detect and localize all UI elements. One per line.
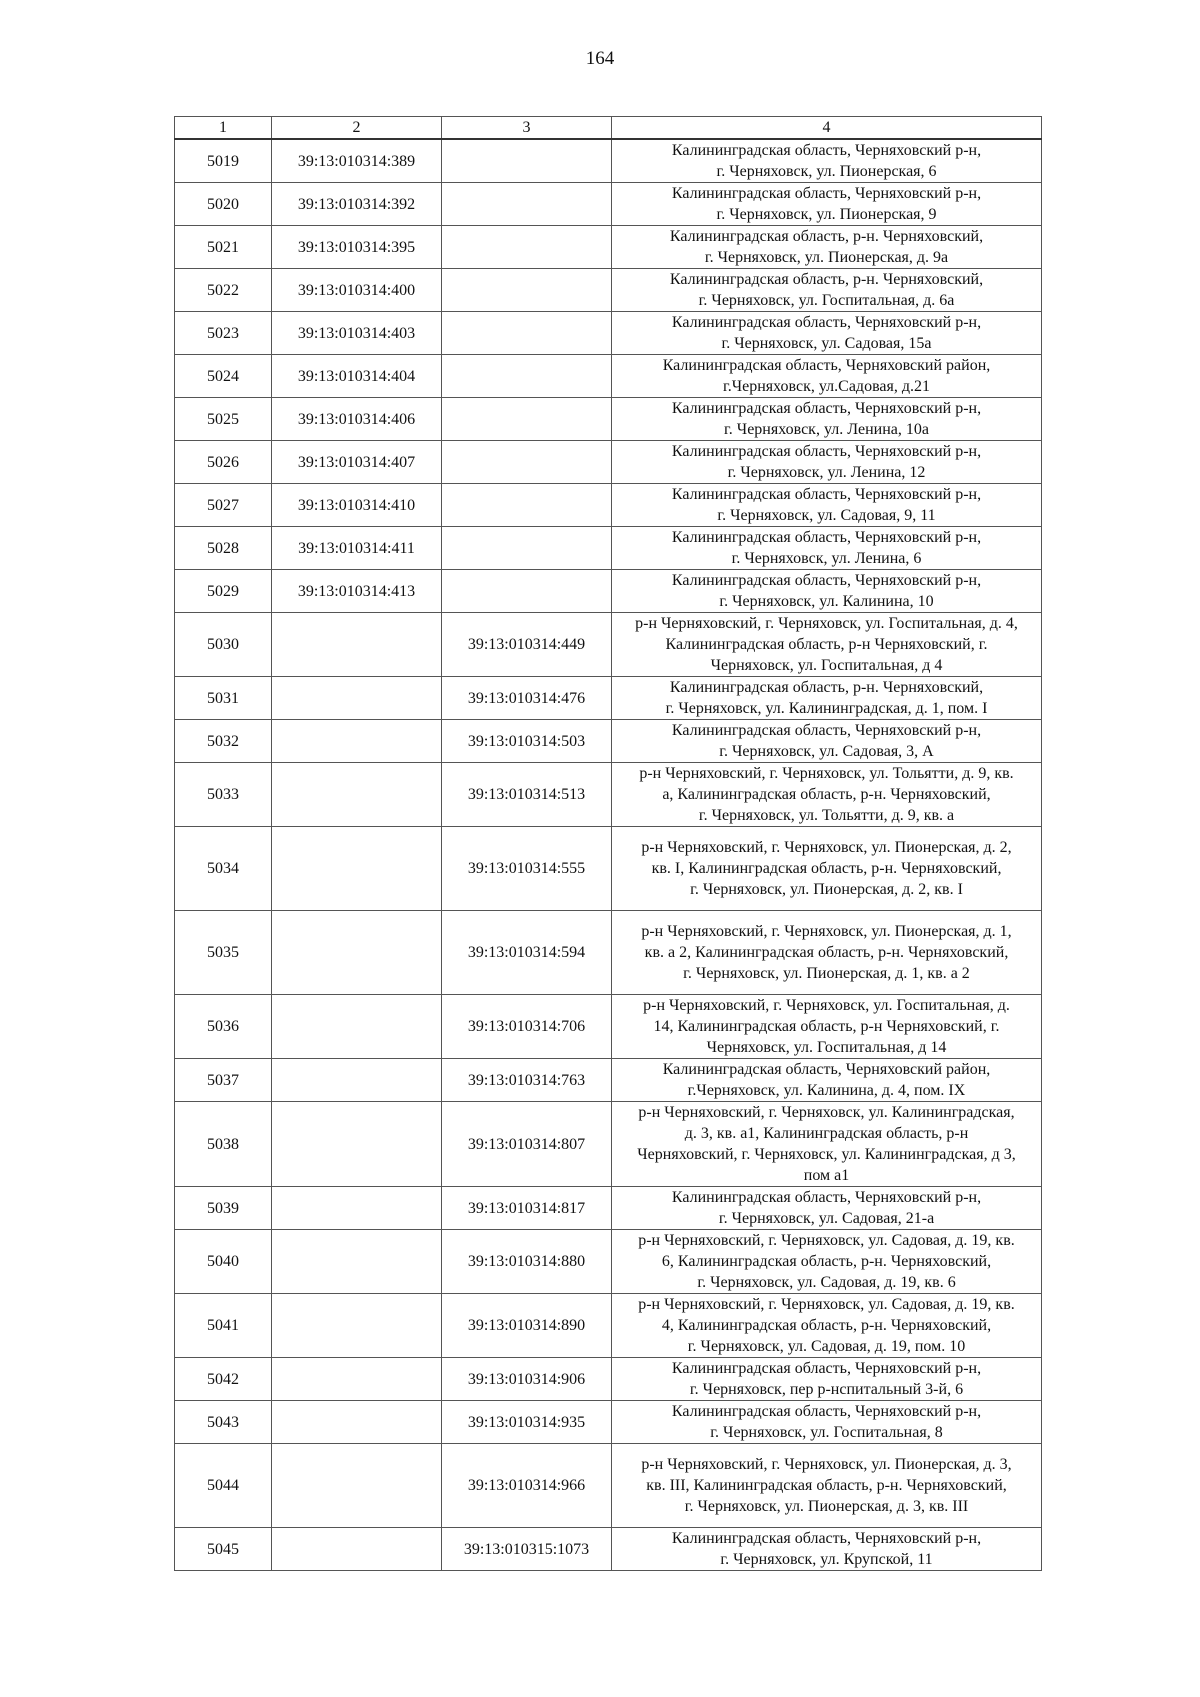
land-cadastral-number: 39:13:010314:400 (272, 269, 442, 312)
table-row (175, 677, 1042, 720)
object-cadastral-number (442, 226, 612, 269)
row-number: 5041 (175, 1294, 272, 1358)
row-number: 5019 (175, 139, 272, 183)
object-cadastral-number (442, 139, 612, 183)
object-cadastral-number: 39:13:010314:476 (442, 677, 612, 720)
address: Калининградская область, р-н. Черняховский, г. Черняховск, ул. Калининградская, д. 1, пом. I (612, 677, 1042, 720)
object-cadastral-number: 39:13:010314:966 (442, 1444, 612, 1528)
row-number: 5035 (175, 911, 272, 995)
address: Калининградская область, Черняховский р-н, г. Черняховск, ул. Калинина, 10 (612, 570, 1042, 613)
address: р-н Черняховский, г. Черняховск, ул. Пионерская, д. 1, кв. а 2, Калининградская область, р-н. Черняховский, г. Черняховск, ул. Пионерская, д. 1, кв. а 2 (612, 911, 1042, 995)
address: р-н Черняховский, г. Черняховск, ул. Садовая, д. 19, кв. 6, Калининградская область, р-н. Черняховский, г. Черняховск, ул. Садовая, д. 19, кв. 6 (612, 1230, 1042, 1294)
row-number: 5033 (175, 763, 272, 827)
table-row (175, 527, 1042, 570)
row-number: 5036 (175, 995, 272, 1059)
land-cadastral-number (272, 1358, 442, 1401)
land-cadastral-number: 39:13:010314:403 (272, 312, 442, 355)
header-row (175, 117, 1042, 140)
header-col-3: 3 (442, 117, 612, 140)
row-number: 5027 (175, 484, 272, 527)
object-cadastral-number (442, 269, 612, 312)
land-cadastral-number (272, 911, 442, 995)
row-number: 5023 (175, 312, 272, 355)
address: Калининградская область, Черняховский район, г.Черняховск, ул. Калинина, д. 4, пом. IX (612, 1059, 1042, 1102)
address: Калининградская область, Черняховский район, г.Черняховск, ул.Садовая, д.21 (612, 355, 1042, 398)
land-cadastral-number (272, 1294, 442, 1358)
land-cadastral-number (272, 1059, 442, 1102)
table-row (175, 1187, 1042, 1230)
land-cadastral-number: 39:13:010314:413 (272, 570, 442, 613)
address: Калининградская область, р-н. Черняховский, г. Черняховск, ул. Пионерская, д. 9а (612, 226, 1042, 269)
object-cadastral-number: 39:13:010314:807 (442, 1102, 612, 1187)
table-row (175, 269, 1042, 312)
row-number: 5034 (175, 827, 272, 911)
table-row (175, 763, 1042, 827)
land-cadastral-number: 39:13:010314:389 (272, 139, 442, 183)
table-row (175, 183, 1042, 226)
table-body (175, 139, 1042, 1571)
land-cadastral-number (272, 1102, 442, 1187)
land-cadastral-number (272, 1187, 442, 1230)
object-cadastral-number: 39:13:010314:706 (442, 995, 612, 1059)
row-number: 5029 (175, 570, 272, 613)
table-row (175, 613, 1042, 677)
row-number: 5038 (175, 1102, 272, 1187)
land-cadastral-number (272, 613, 442, 677)
address: Калининградская область, Черняховский р-н, г. Черняховск, ул. Крупской, 11 (612, 1528, 1042, 1571)
table-row (175, 312, 1042, 355)
table-row (175, 911, 1042, 995)
object-cadastral-number: 39:13:010314:890 (442, 1294, 612, 1358)
table-row (175, 1102, 1042, 1187)
row-number: 5032 (175, 720, 272, 763)
table-row (175, 398, 1042, 441)
table-row (175, 570, 1042, 613)
address: Калининградская область, р-н. Черняховский, г. Черняховск, ул. Госпитальная, д. 6а (612, 269, 1042, 312)
address: Калининградская область, Черняховский р-н, г. Черняховск, ул. Садовая, 3, А (612, 720, 1042, 763)
header-col-4: 4 (612, 117, 1042, 140)
object-cadastral-number (442, 183, 612, 226)
row-number: 5039 (175, 1187, 272, 1230)
land-cadastral-number: 39:13:010314:404 (272, 355, 442, 398)
table-header (175, 117, 1042, 140)
land-cadastral-number: 39:13:010314:406 (272, 398, 442, 441)
object-cadastral-number: 39:13:010314:817 (442, 1187, 612, 1230)
address: Калининградская область, Черняховский р-н, г. Черняховск, ул. Ленина, 6 (612, 527, 1042, 570)
object-cadastral-number: 39:13:010314:513 (442, 763, 612, 827)
land-cadastral-number: 39:13:010314:392 (272, 183, 442, 226)
table-row (175, 484, 1042, 527)
row-number: 5022 (175, 269, 272, 312)
row-number: 5026 (175, 441, 272, 484)
address: р-н Черняховский, г. Черняховск, ул. Садовая, д. 19, кв. 4, Калининградская область, р-н. Черняховский, г. Черняховск, ул. Садовая, д. 19, пом. 10 (612, 1294, 1042, 1358)
table-row (175, 226, 1042, 269)
address: р-н Черняховский, г. Черняховск, ул. Тольятти, д. 9, кв. а, Калининградская область, р-н. Черняховский, г. Черняховск, ул. Тольятти, д. 9, кв. а (612, 763, 1042, 827)
object-cadastral-number: 39:13:010314:906 (442, 1358, 612, 1401)
land-cadastral-number: 39:13:010314:410 (272, 484, 442, 527)
object-cadastral-number: 39:13:010314:880 (442, 1230, 612, 1294)
header-col-1: 1 (175, 117, 272, 140)
address: Калининградская область, Черняховский р-н, г. Черняховск, ул. Пионерская, 9 (612, 183, 1042, 226)
row-number: 5020 (175, 183, 272, 226)
address: р-н Черняховский, г. Черняховск, ул. Госпитальная, д. 4, Калининградская область, р-н Черняховский, г. Черняховск, ул. Госпитальная, д 4 (612, 613, 1042, 677)
object-cadastral-number (442, 398, 612, 441)
object-cadastral-number: 39:13:010314:503 (442, 720, 612, 763)
row-number: 5024 (175, 355, 272, 398)
object-cadastral-number: 39:13:010314:935 (442, 1401, 612, 1444)
object-cadastral-number: 39:13:010315:1073 (442, 1528, 612, 1571)
land-cadastral-number (272, 1401, 442, 1444)
address: Калининградская область, Черняховский р-н, г. Черняховск, ул. Пионерская, 6 (612, 139, 1042, 183)
row-number: 5028 (175, 527, 272, 570)
object-cadastral-number (442, 527, 612, 570)
land-cadastral-number (272, 677, 442, 720)
table-row (175, 720, 1042, 763)
land-cadastral-number (272, 763, 442, 827)
row-number: 5030 (175, 613, 272, 677)
table-row (175, 1528, 1042, 1571)
object-cadastral-number: 39:13:010314:555 (442, 827, 612, 911)
object-cadastral-number (442, 355, 612, 398)
object-cadastral-number: 39:13:010314:763 (442, 1059, 612, 1102)
table-row (175, 441, 1042, 484)
address: Калининградская область, Черняховский р-н, г. Черняховск, ул. Садовая, 15а (612, 312, 1042, 355)
address: р-н Черняховский, г. Черняховск, ул. Пионерская, д. 2, кв. I, Калининградская область, р-н. Черняховский, г. Черняховск, ул. Пионерская, д. 2, кв. I (612, 827, 1042, 911)
address: р-н Черняховский, г. Черняховск, ул. Пионерская, д. 3, кв. III, Калининградская область, р-н. Черняховский, г. Черняховск, ул. Пионерская, д. 3, кв. III (612, 1444, 1042, 1528)
object-cadastral-number: 39:13:010314:594 (442, 911, 612, 995)
row-number: 5042 (175, 1358, 272, 1401)
table-row (175, 1059, 1042, 1102)
object-cadastral-number (442, 441, 612, 484)
row-number: 5045 (175, 1528, 272, 1571)
row-number: 5021 (175, 226, 272, 269)
row-number: 5040 (175, 1230, 272, 1294)
land-cadastral-number (272, 1528, 442, 1571)
table-row (175, 1294, 1042, 1358)
land-cadastral-number: 39:13:010314:407 (272, 441, 442, 484)
land-cadastral-number (272, 720, 442, 763)
address: Калининградская область, Черняховский р-н, г. Черняховск, пер р-нспитальный 3-й, 6 (612, 1358, 1042, 1401)
table-row (175, 1401, 1042, 1444)
address: Калининградская область, Черняховский р-н, г. Черняховск, ул. Ленина, 10а (612, 398, 1042, 441)
land-cadastral-number (272, 827, 442, 911)
table-row (175, 1358, 1042, 1401)
row-number: 5025 (175, 398, 272, 441)
table-row (175, 1444, 1042, 1528)
address: Калининградская область, Черняховский р-н, г. Черняховск, ул. Госпитальная, 8 (612, 1401, 1042, 1444)
land-cadastral-number (272, 995, 442, 1059)
row-number: 5037 (175, 1059, 272, 1102)
row-number: 5043 (175, 1401, 272, 1444)
table-row (175, 1230, 1042, 1294)
object-cadastral-number (442, 570, 612, 613)
land-cadastral-number (272, 1444, 442, 1528)
table-row (175, 355, 1042, 398)
address: р-н Черняховский, г. Черняховск, ул. Калининградская, д. 3, кв. а1, Калининградская область, р-н Черняховский, г. Черняховск, ул. Калининградская, д 3, пом а1 (612, 1102, 1042, 1187)
table-row (175, 139, 1042, 183)
header-col-2: 2 (272, 117, 442, 140)
object-cadastral-number: 39:13:010314:449 (442, 613, 612, 677)
address: Калининградская область, Черняховский р-н, г. Черняховск, ул. Садовая, 21-а (612, 1187, 1042, 1230)
row-number: 5044 (175, 1444, 272, 1528)
land-cadastral-number: 39:13:010314:395 (272, 226, 442, 269)
address: р-н Черняховский, г. Черняховск, ул. Госпитальная, д. 14, Калининградская область, р-н Черняховский, г. Черняховск, ул. Госпитальная, д 14 (612, 995, 1042, 1059)
land-cadastral-number (272, 1230, 442, 1294)
table-row (175, 995, 1042, 1059)
object-cadastral-number (442, 484, 612, 527)
land-cadastral-number: 39:13:010314:411 (272, 527, 442, 570)
address: Калининградская область, Черняховский р-н, г. Черняховск, ул. Садовая, 9, 11 (612, 484, 1042, 527)
table-row (175, 827, 1042, 911)
object-cadastral-number (442, 312, 612, 355)
row-number: 5031 (175, 677, 272, 720)
registry-table (174, 116, 1042, 1571)
page-number: 164 (585, 48, 615, 69)
address: Калининградская область, Черняховский р-н, г. Черняховск, ул. Ленина, 12 (612, 441, 1042, 484)
